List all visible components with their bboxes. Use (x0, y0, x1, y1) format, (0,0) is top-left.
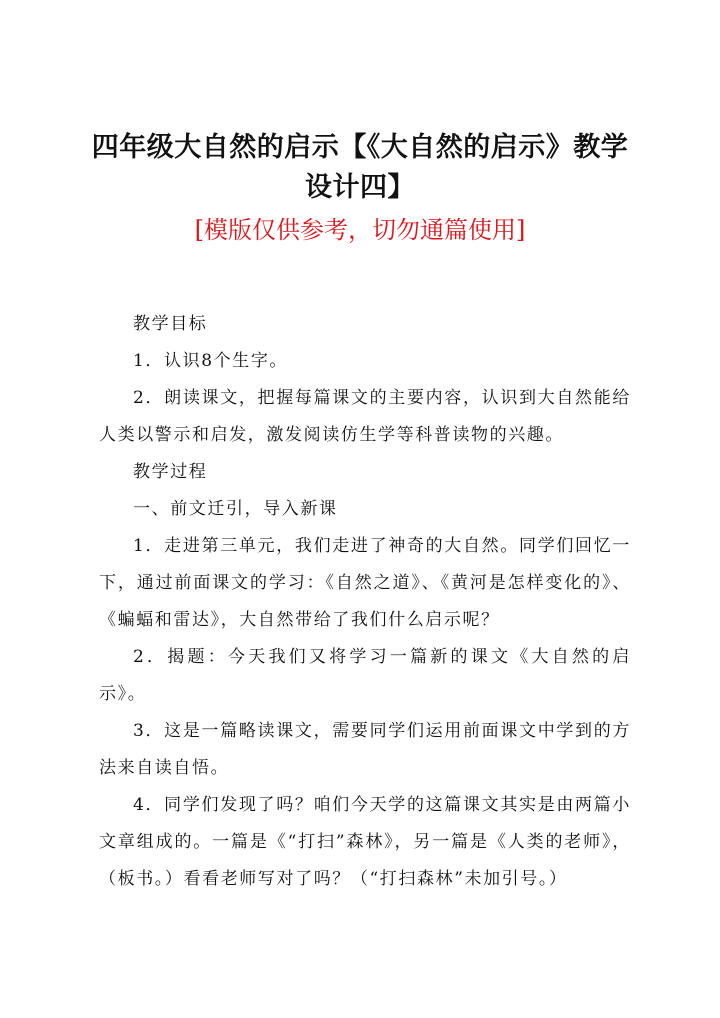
process-item-2: 2．揭题：今天我们又将学习一篇新的课文《大自然的启示》。 (99, 647, 631, 704)
goal-item-2: 2．朗读课文，把握每篇课文的主要内容，认识到大自然能给人类以警示和启发，激发阅读仿生学等科普读物的兴趣。 (99, 388, 631, 445)
document-title: 四年级大自然的启示【《大自然的启示》教学设计四】 (91, 132, 629, 203)
section-heading-process: 教学过程 (133, 462, 208, 482)
goal-item-1: 1．认识8个生字。 (133, 351, 289, 371)
process-step-heading: 一、前文迁引，导入新课 (133, 499, 338, 519)
section-heading-goals: 教学目标 (133, 314, 208, 334)
template-notice: [模版仅供参考，切勿通篇使用] (194, 216, 526, 244)
process-item-4: 4．同学们发现了吗？咱们今天学的这篇课文其实是由两篇小文章组成的。一篇是《“打扫”森林》，另一篇是《人类的老师》，（板书。）看看老师写对了吗？（“打扫森林”未加引号。） (99, 795, 631, 889)
process-item-1: 1．走进第三单元，我们走进了神奇的大自然。同学们回忆一下，通过前面课文的学习：《自然之道》、《黄河是怎样变化的》、《蝙蝠和雷达》，大自然带给了我们什么启示呢？ (99, 536, 631, 630)
process-item-3: 3．这是一篇略读课文，需要同学们运用前面课文中学到的方法来自读自悟。 (99, 721, 631, 778)
document-body (99, 306, 631, 898)
